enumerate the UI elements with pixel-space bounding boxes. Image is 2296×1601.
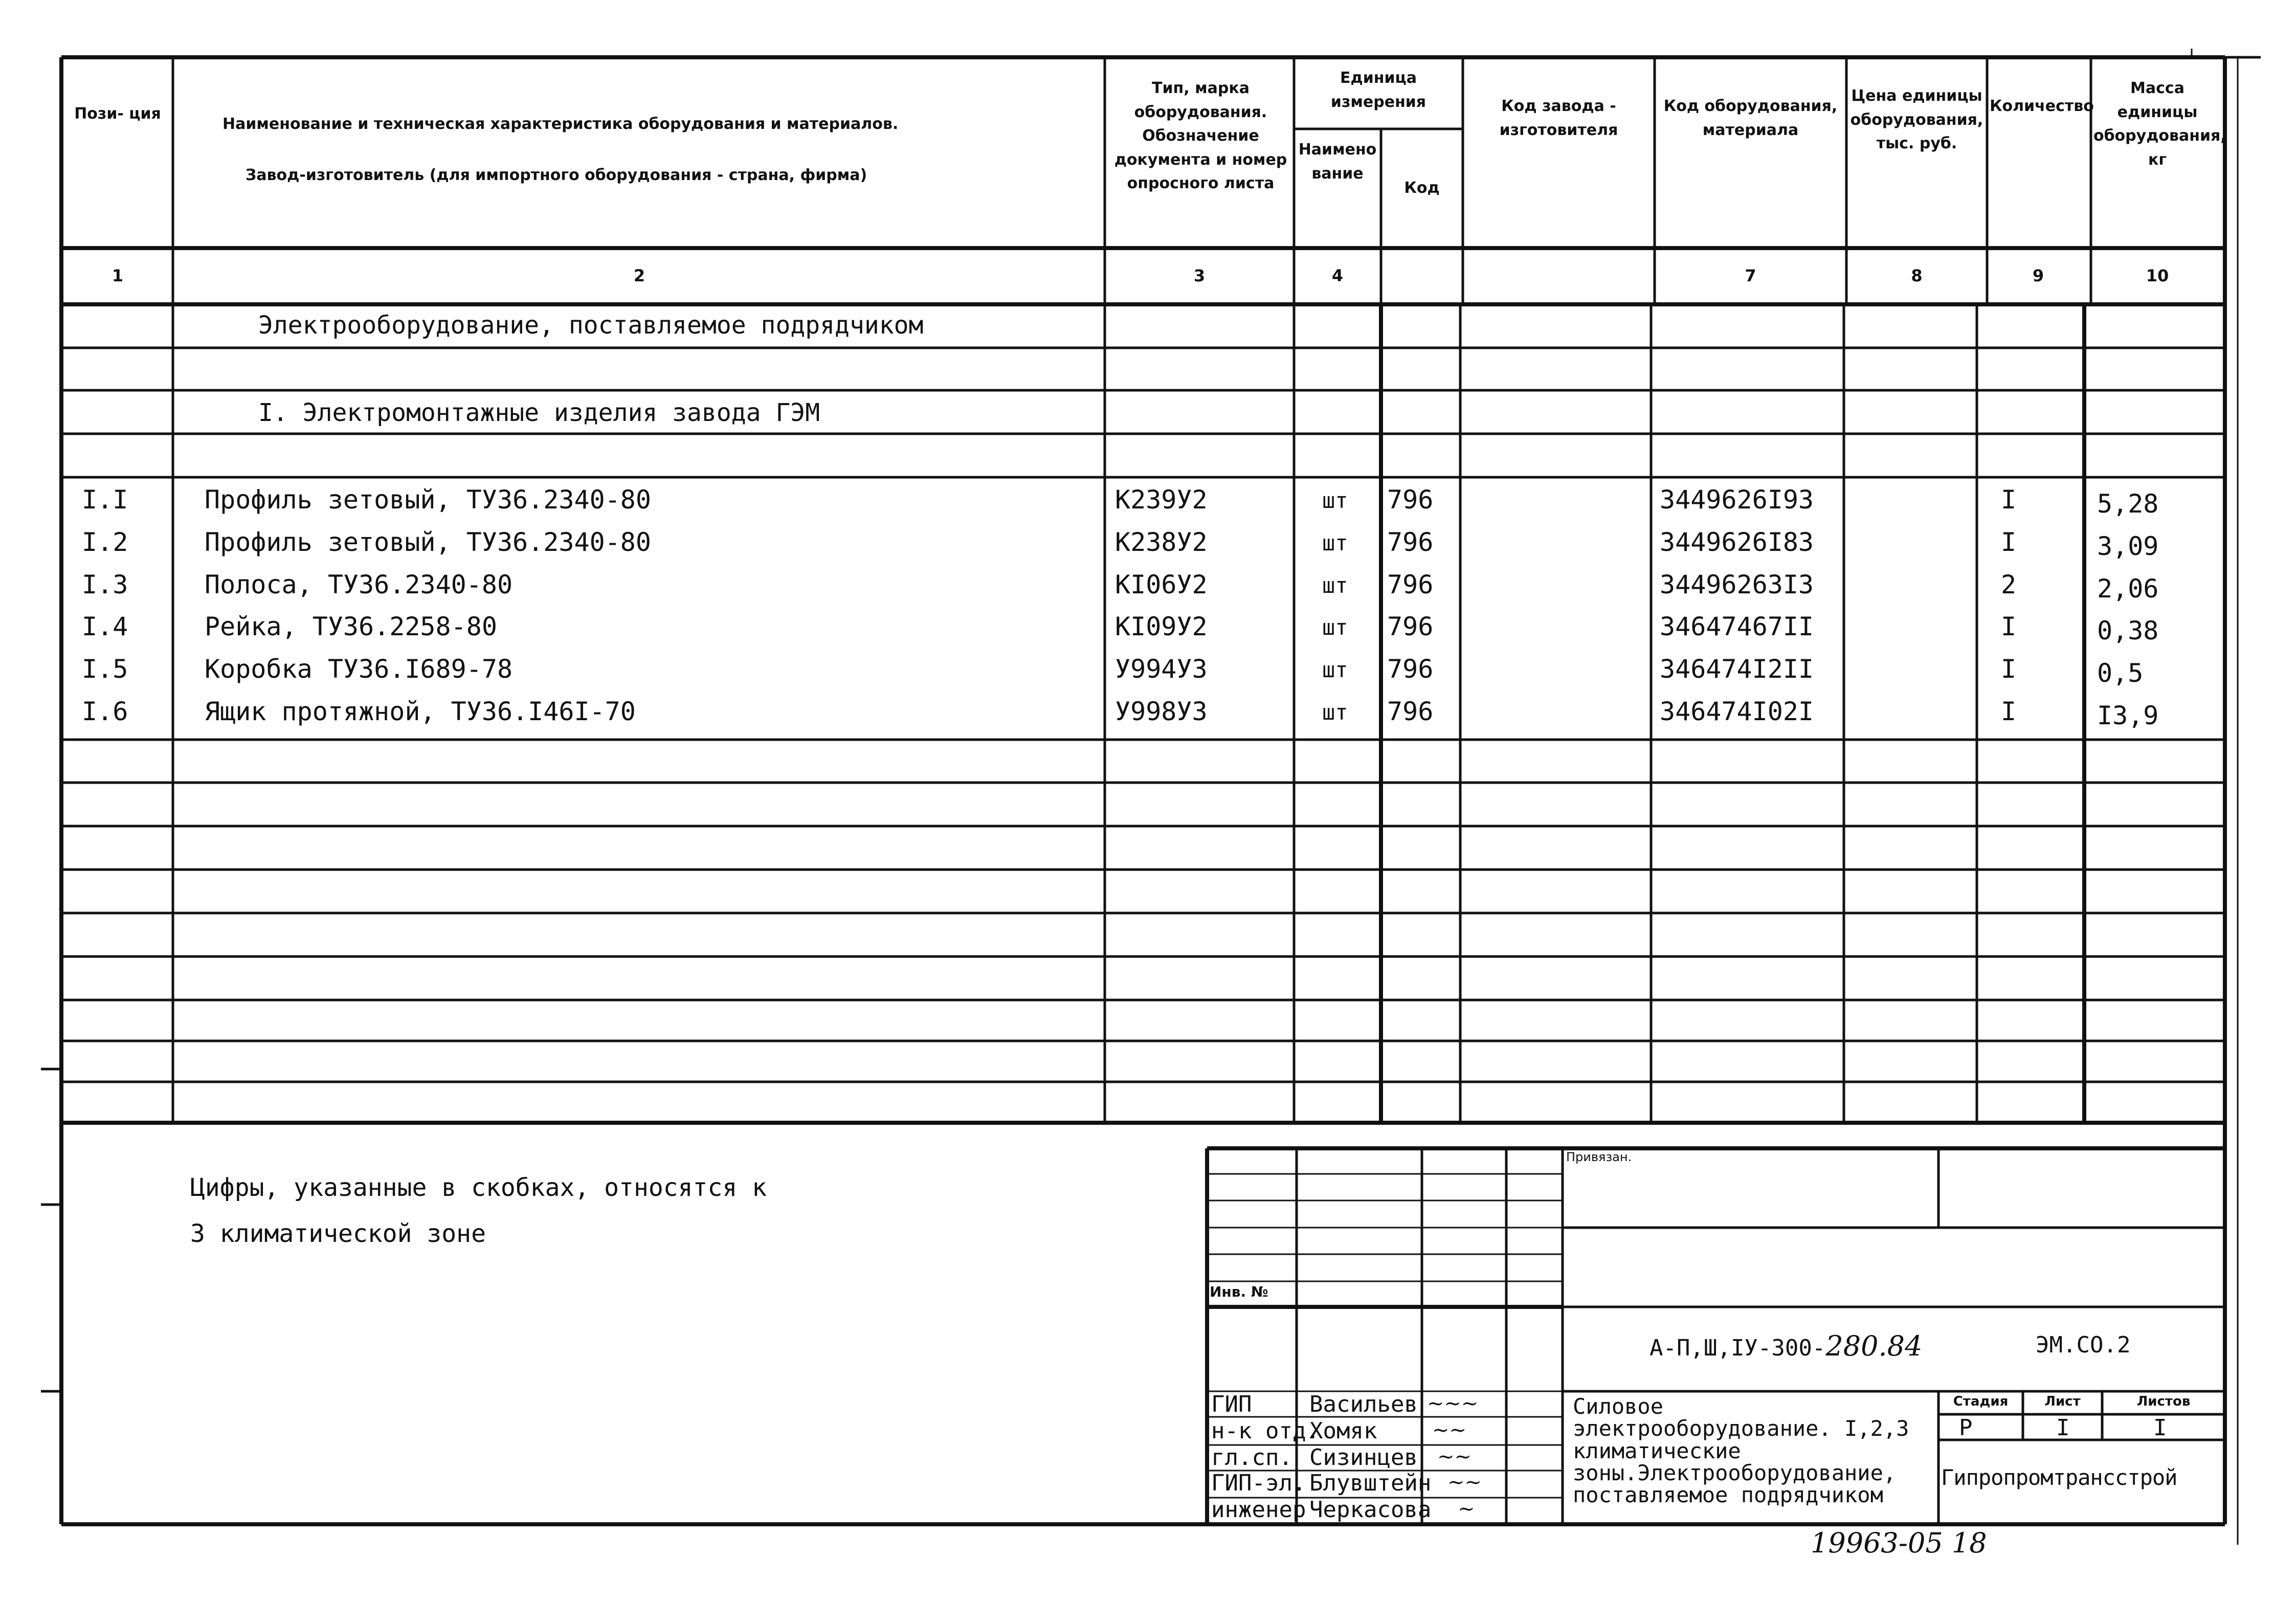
document-code-handwritten: 280.84 [1825, 1330, 1923, 1362]
row-position: I.3 [82, 570, 128, 599]
row-equip-code: 346474I02I [1660, 697, 1814, 726]
row-unit: шт [1322, 530, 1348, 555]
row-name: Коробка ТУ36.I689-78 [205, 654, 513, 684]
row-type: К239У2 [1115, 485, 1208, 515]
footer-number: 19963-05 18 [1811, 1527, 1987, 1559]
header-qty: Количество [1990, 97, 2094, 115]
row-unit-code: 796 [1387, 697, 1434, 726]
row-equip-code: 3449626I93 [1660, 485, 1814, 515]
row-qty: I [2001, 485, 2017, 515]
row-type: К238У2 [1115, 527, 1208, 557]
row-equip-code: 34496263I3 [1660, 570, 1814, 599]
row-unit-code: 796 [1387, 527, 1434, 557]
row-position: I.4 [82, 612, 128, 641]
note-line-2: 3 климатической зоне [190, 1219, 486, 1248]
row-unit: шт [1322, 700, 1348, 725]
row-position: I.2 [82, 527, 128, 557]
row-qty: I [2001, 654, 2017, 684]
row-qty: I [2001, 527, 2017, 557]
row-equip-code: 34647467II [1660, 612, 1814, 641]
col-number-9: 9 [2032, 266, 2044, 285]
staff-role: ГИП [1211, 1391, 1252, 1417]
sheet-value: I [2056, 1415, 2070, 1441]
col-number-1: 1 [112, 266, 124, 285]
row-unit-code: 796 [1387, 570, 1434, 599]
sheet-label: Лист [2044, 1394, 2081, 1409]
header-plant-code: Код завода - изготовителя [1499, 97, 1618, 139]
row-name: Ящик протяжной, ТУ36.I46I-70 [205, 697, 636, 726]
col-number-3: 3 [1193, 266, 1206, 285]
row-mass: 3,09 [2097, 531, 2159, 561]
signature: ~~~ [1427, 1392, 1479, 1415]
row-mass: I3,9 [2097, 701, 2159, 730]
header-price: Цена единицы оборудования, тыс. руб. [1850, 87, 1983, 152]
organization: Гипропромтрансстрой [1941, 1465, 2177, 1490]
row-qty: 2 [2001, 570, 2017, 599]
row-position: I.I [82, 485, 128, 515]
row-name: Полоса, ТУ36.2340-80 [205, 570, 513, 599]
sheets-value: I [2153, 1415, 2167, 1441]
header-position: Пози- ция [74, 105, 161, 123]
row-type: КI09У2 [1115, 612, 1208, 641]
note-line-1: Цифры, указанные в скобках, относятся к [190, 1173, 767, 1202]
document-code [1649, 1332, 1922, 1360]
staff-name: Сизинцев [1309, 1444, 1418, 1471]
staff-name: Блувштейн [1309, 1470, 1432, 1496]
attached-label: Привязан. [1566, 1150, 1632, 1164]
row-mass: 0,5 [2097, 658, 2144, 688]
header-unit-name: Наименование [1298, 141, 1377, 183]
col-number-2: 2 [633, 266, 645, 285]
row-equip-code: 346474I2II [1660, 654, 1814, 684]
row-unit-code: 796 [1387, 485, 1434, 515]
row-mass: 5,28 [2097, 489, 2159, 519]
staff-role: ГИП-эл. [1211, 1470, 1306, 1496]
col-number-7: 7 [1745, 266, 1756, 285]
row-unit: шт [1322, 488, 1348, 513]
section-title: Электрооборудование, поставляемое подрядчиком [258, 311, 924, 340]
header-unit: Единица измерения [1330, 69, 1426, 111]
signature: ~~ [1447, 1471, 1482, 1494]
stage-value: Р [1959, 1415, 1973, 1441]
row-mass: 2,06 [2097, 574, 2159, 604]
row-unit-code: 796 [1387, 612, 1434, 641]
header-type: Тип, марка оборудования. Обозначение документа и номер опросного листа [1114, 79, 1287, 192]
stage-label: Стадия [1953, 1394, 2009, 1409]
row-type: КI06У2 [1115, 570, 1208, 599]
staff-name: Черкасова [1309, 1497, 1432, 1523]
row-unit: шт [1322, 573, 1348, 598]
row-unit-code: 796 [1387, 654, 1434, 684]
row-qty: I [2001, 612, 2017, 641]
signature: ~~ [1432, 1418, 1467, 1442]
document-code-printed: А-П,Ш,IУ-300- [1649, 1335, 1826, 1361]
header-name-sub: Завод-изготовитель (для импортного оборудования - страна, фирма) [246, 166, 867, 184]
row-position: I.6 [82, 697, 128, 726]
staff-role: гл.сп. [1211, 1444, 1292, 1471]
row-position: I.5 [82, 654, 128, 684]
inventory-number-label: Инв. № [1210, 1283, 1268, 1300]
row-name: Профиль зетовый, ТУ36.2340-80 [205, 485, 651, 515]
row-mass: 0,38 [2097, 616, 2159, 646]
drawing-title: Силовое электрооборудование. I,2,3 климатические зоны.Электрооборудование, поставляемое подрядчиком [1573, 1394, 1909, 1507]
row-qty: I [2001, 697, 2017, 726]
col-number-8: 8 [1911, 266, 1923, 285]
sheet-code: ЭМ.СО.2 [2036, 1332, 2131, 1358]
subsection-title: I. Электромонтажные изделия завода ГЭМ [258, 398, 820, 427]
row-type: У994У3 [1115, 654, 1208, 684]
signature: ~~ [1437, 1445, 1472, 1469]
header-name: Наименование и техническая характеристика оборудования и материалов. [222, 115, 899, 133]
row-name: Рейка, ТУ36.2258-80 [205, 612, 497, 641]
signature: ~ [1458, 1497, 1475, 1521]
header-mass: Масса единицы оборудования, кг [2093, 79, 2226, 169]
staff-role: инженер [1211, 1497, 1306, 1523]
row-name: Профиль зетовый, ТУ36.2340-80 [205, 527, 651, 557]
row-unit: шт [1322, 615, 1348, 640]
staff-name: Васильев [1309, 1391, 1418, 1417]
row-equip-code: 3449626I83 [1660, 527, 1814, 557]
row-unit: шт [1322, 657, 1348, 682]
col-number-4: 4 [1331, 266, 1344, 285]
staff-role: н-к отд. [1211, 1418, 1320, 1444]
col-number-10: 10 [2146, 266, 2169, 285]
header-unit-code: Код [1404, 179, 1440, 197]
staff-name: Хомяк [1309, 1418, 1377, 1444]
row-type: У998У3 [1115, 697, 1208, 726]
header-equip-code: Код оборудования, материала [1663, 97, 1838, 139]
sheets-label: Листов [2136, 1394, 2191, 1409]
